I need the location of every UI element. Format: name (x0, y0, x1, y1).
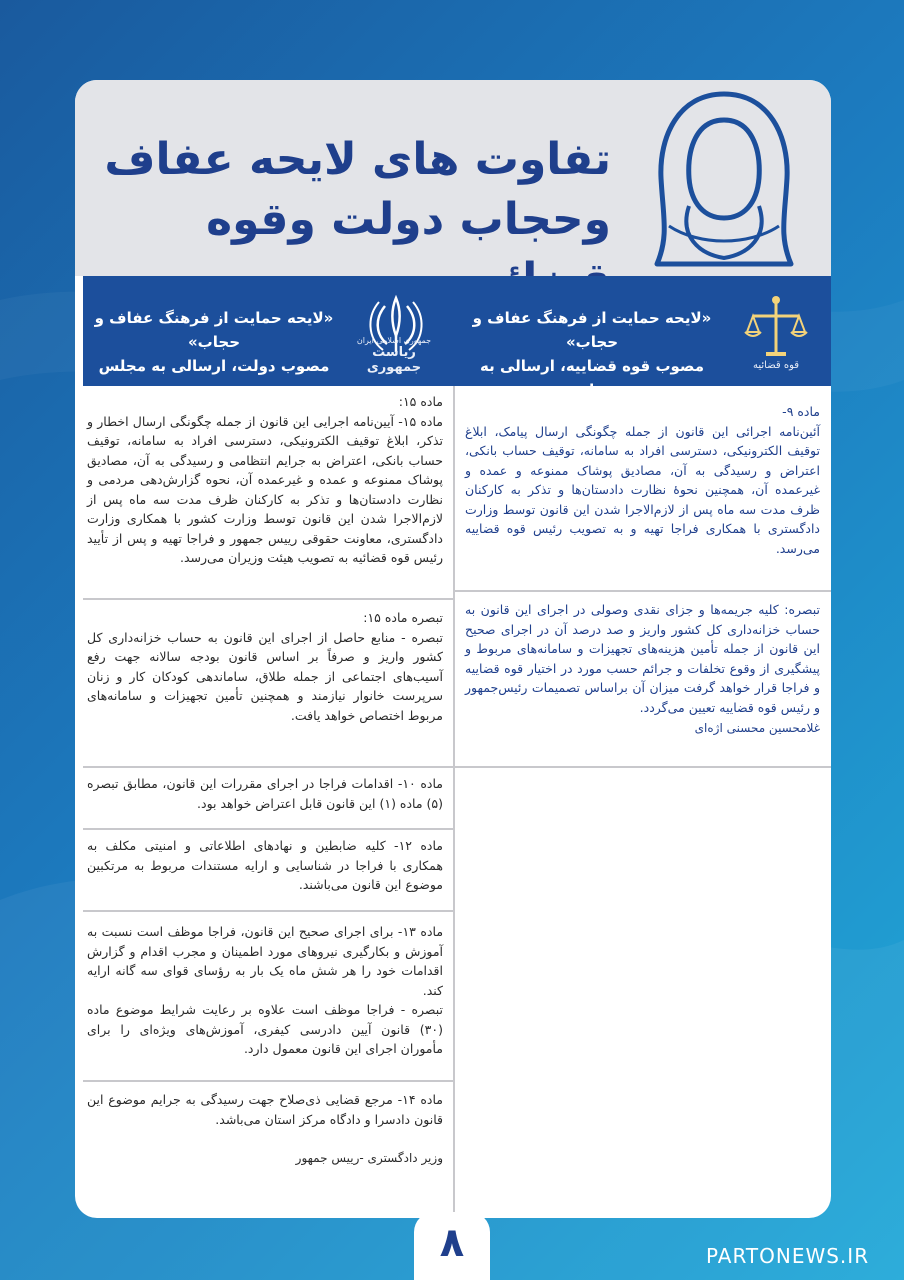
government-heading-line2: مصوب دولت، ارسالی به مجلس (98, 357, 330, 375)
judiciary-article-9 (465, 402, 820, 558)
site-watermark: PARTONEWS.IR (706, 1244, 870, 1268)
government-separator-1 (83, 598, 453, 600)
title-line-2: وحجاب دولت وقوه (206, 194, 611, 245)
government-heading-line1: «لایحه حمایت از فرهنگ عفاف و حجاب» (94, 309, 334, 351)
title-line-1: تفاوت های لایحه عفاف (104, 134, 611, 185)
judiciary-note (465, 600, 820, 739)
government-emblem-caption (349, 336, 439, 375)
judiciary-column-header (453, 276, 831, 399)
government-separator-4 (83, 910, 453, 912)
judiciary-scales-emblem-icon (741, 292, 811, 370)
hijab-woman-icon (639, 86, 809, 276)
page-number-tab (414, 1212, 490, 1280)
judiciary-heading-line2: مصوب قوه قضاییه، ارسالی به دولت (480, 357, 704, 399)
government-note-15 (87, 608, 443, 725)
judiciary-note-text: تبصره: کلیه جریمه‌ها و جزای نقدی وصولی در اجرای این قانون به حساب خزانه‌داری کل کشور واریز و صد درصد آن در اجرای صحیح این قانون از جمله تأمین هزینه‌های تجهیزات و سامانه‌های مربوط و پیشگیری از وقوع تخلفات و جرائم حسب مورد در اختیار قوه قضاییه و فراجا قرار خواهد گرفت میزان آن براساس تصمیمات رئیس‌جمهور و رئیس قوه قضاییه تعیین می‌گردد. (465, 602, 820, 715)
judiciary-signature: غلامحسین محسنی اژه‌ای (694, 721, 820, 735)
government-article-13-note: تبصره - فراجا موظف است علاوه بر رعایت شرایط موضوع ماده (۳۰) قانون آیین دادرسی کیفری، آموزش‌های ویژه‌ای را برای مأموران اجرای این قانون معمول دارد. (87, 1002, 443, 1056)
government-article-13-text: ماده ۱۳- برای اجرای صحیح این قانون، فراجا موظف است نسبت به آموزش و بکارگیری نیروهای مورد اطمینان و مجرب اقدام و گزارش اقدامات خود را هر شش ماه یک بار به رؤسای قوای سه گانه ارایه کند. (87, 924, 444, 998)
government-column-header (83, 276, 453, 386)
judiciary-heading-line1: «لایحه حمایت از فرهنگ عفاف و حجاب» (472, 309, 712, 351)
judiciary-separator-bottom (455, 766, 831, 768)
government-article-15-title: ماده ۱۵: (398, 394, 443, 409)
government-article-14 (87, 1090, 443, 1169)
government-article-15 (87, 392, 443, 568)
government-separator-3 (83, 828, 453, 830)
government-article-14-text: ماده ۱۴- مرجع قضایی ذی‌صلاح جهت رسیدگی به جرایم موضوع این قانون دادسرا و دادگاه مرکز استان می‌باشد. (87, 1092, 443, 1127)
column-divider (453, 386, 455, 1218)
header-panel (75, 80, 831, 276)
government-article-13 (87, 922, 443, 1059)
judiciary-separator (455, 590, 831, 592)
government-emblem-caption-main: ریاست جمهوری (366, 345, 422, 375)
content-card (75, 80, 831, 1218)
government-article-10-text: ماده ۱۰- اقدامات فراجا در اجرای مقررات این قانون، مطابق تبصره (۵) ماده (۱) این قانون قابل اعتراض خواهد بود. (87, 776, 444, 811)
government-emblem-caption-top: جمهوری اسلامی ایران (356, 336, 432, 345)
government-separator-5 (83, 1080, 453, 1082)
judiciary-heading (467, 306, 717, 402)
judiciary-article-9-title: ماده ۹- (782, 404, 820, 419)
government-article-10 (87, 774, 443, 813)
government-note-15-title: تبصره ماده ۱۵: (363, 610, 443, 625)
judiciary-emblem-caption: قوه قضائیه (752, 360, 800, 371)
government-signature: وزیر دادگستری -رییس جمهور (295, 1151, 443, 1165)
government-heading (89, 306, 339, 378)
government-article-15-text: ماده ۱۵- آیین‌نامه اجرایی این قانون از جمله چگونگی ارسال اخطار و تذکر، ابلاغ توقیف الکترونیکی، دسترسی افراد به سامانه، توقیف حساب بانکی، اعتراض به جرایم انتظامی و رسیدگی به آن، مصادیق پوشاک ممنوعه و عمده و غیرعمده آن، نحوه گزارش‌دهی مردمی و نظارت دادستان‌ها و تذکر به کارکنان ظرف مدت سه ماه پس از لازم‌الاجرا شدن این قانون توسط وزارت کشور با همکاری وزارت دادگستری، معاونت حقوقی رییس جمهور و فراجا تهیه و پس از تأیید رئیس قوه قضائیه به تصویب هیئت وزیران می‌رسد. (87, 413, 443, 565)
page-number: ۸ (439, 1220, 465, 1266)
government-note-15-text: تبصره - منابع حاصل از اجرای این قانون به حساب خزانه‌داری کل کشور واریز و صرفاً بر اساس قانون بودجه سالانه جهت رفع آسیب‌های اجتماعی از جمله طلاق، ساماندهی کودکان کار و زنان سرپرست خانوار نیازمند و همچنین تأمین تجهیزات و سامانه‌های مربوط اختصاص خواهد یافت. (87, 629, 443, 723)
government-article-12-text: ماده ۱۲- کلیه ضابطین و نهادهای اطلاعاتی و امنیتی مکلف به همکاری با فراجا در شناسایی و ارایه مستندات مربوط به مرتکبین موضوع این قانون می‌باشند. (87, 838, 443, 892)
government-separator-2 (83, 766, 453, 768)
government-article-12 (87, 836, 443, 895)
judiciary-article-9-text: آئین‌نامه اجرائی این قانون از جمله چگونگی ارسال پیامک، ابلاغ توقیف الکترونیکی، دسترسی افراد به سامانه، توقیف حساب بانکی، اعتراض و رسیدگی به آن، مصادیق پوشاک ممنوعه و عمده و غیرعمده آن، همچنین نحوهٔ نظارت دادستان‌ها و تذکر به کارکنان ظرف مدت سه ماه پس از لازم‌الاجرا شدن این قانون توسط وزارت دادگستری با همکاری فراجا تهیه و به تصویب رئیس قوه قضاییه می‌رسد. (465, 423, 820, 556)
